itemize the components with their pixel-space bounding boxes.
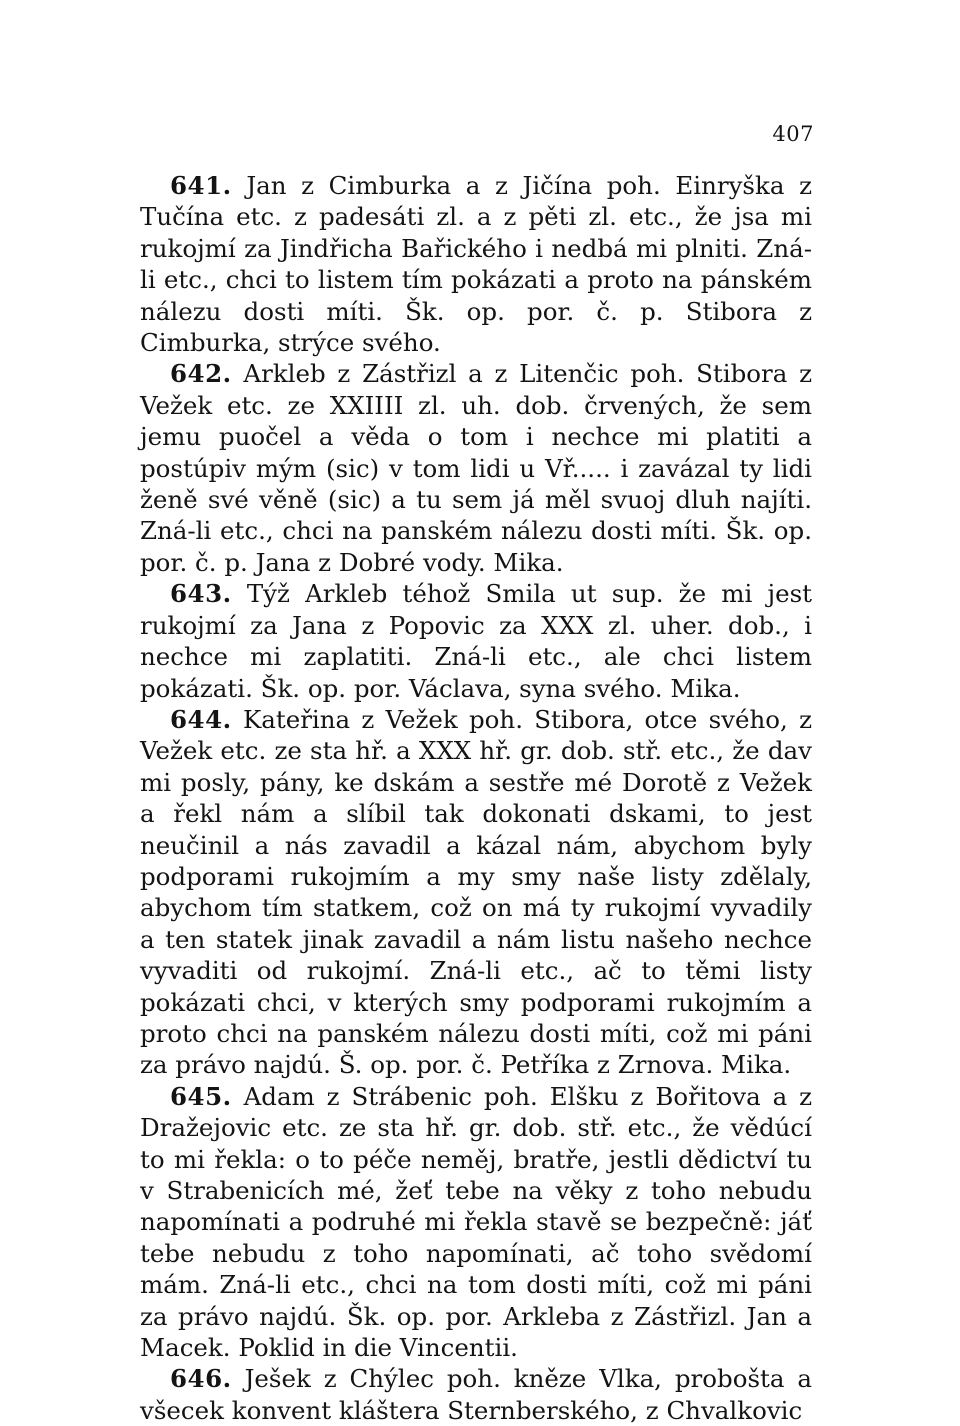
entry-643 — [140, 578, 812, 704]
entry-number: 645. — [170, 1081, 232, 1111]
entry-644 — [140, 704, 812, 1081]
page-number: 407 — [772, 122, 814, 146]
entry-number: 642. — [170, 359, 232, 389]
entry-text: Týž Arkleb téhož Smila ut sup. že mi jest rukojmí za Jana z Popovic za XXX zl. uher. dob., i nechce mi zaplatiti. Zná-li etc., ale chci listem pokázati. Šk. op. por. Václava, syna svého. Mika. — [140, 579, 812, 703]
entry-number: 643. — [170, 579, 232, 609]
entry-text: Kateřina z Vežek poh. Stibora, otce svého, z Vežek etc. ze sta hř. a XXX hř. gr. dob. stř. etc., že dav mi posly, pány, ke dskám a sestře mé Dorotě z Vežek a řekl nám a slíbil tak dokonati dskami, to jest neučinil a nás zavadil a kázal nám, abychom byly podporami rukojmím a my smy naše listy zdělaly, abychom tím statkem, což on má ty rukojmí vyvadily a ten statek jinak zavadil a nám listu našeho nechce vyvaditi od rukojmí. Zná-li etc., ač to těmi listy pokázati chci, v kterých smy podporami rukojmím a proto chci na panském nálezu dosti míti, což mi páni za právo najdú. Š. op. por. č. Petříka z Zrnova. Mika. — [140, 704, 812, 1080]
entry-text: Ješek z Chýlec poh. kněze Vlka, probošta a všecek konvent kláštera Sternberského, z Chvalkovic — [140, 1364, 812, 1425]
entry-number: 644. — [170, 704, 232, 734]
entry-text: Jan z Cimburka a z Jičína poh. Einryška z Tučína etc. z padesáti zl. a z pěti zl. etc., že jsa mi rukojmí za Jindřicha Bařického i nedbá mi plniti. Zná-li etc., chci to listem tím pokázati a proto na pánském nálezu dosti míti. Šk. op. por. č. p. Stibora z Cimburka, strýce svého. — [140, 171, 812, 358]
entry-646 — [140, 1363, 812, 1426]
entry-642 — [140, 358, 812, 578]
entry-number: 646. — [170, 1364, 232, 1394]
entry-number: 641. — [170, 171, 232, 200]
entry-text: Adam z Strábenic poh. Elšku z Bořitova a z Dražejovic etc. ze sta hř. gr. dob. stř. etc., že vědúcí to mi řekla: o to péče neměj, bratře, jestli dědictví tu v Strabenicích mé, žeť tebe na věky z toho nebudu napomínati a podruhé mi řekla stavě se bezpečně: jáť tebe nebudu z toho napomínati, ač toho svědomí mám. Zná-li etc., chci na tom dosti míti, což mi páni za právo najdú. Šk. op. por. Arkleba z Zástřizl. Jan a Macek. Poklid in die Vincentii. — [140, 1081, 812, 1363]
entry-645 — [140, 1081, 812, 1364]
entry-641 — [140, 170, 812, 358]
entry-text: Arkleb z Zástřizl a z Litenčic poh. Stibora z Vežek etc. ze XXIIII zl. uh. dob. črvených, že sem jemu puočel a věda o tom i nechce mi platiti a postúpiv mým (sic) v tom lidi u Vř..... i zavázal ty lidi ženě své věně (sic) a tu sem já měl svuoj dluh najíti. Zná-li etc., chci na panském nálezu dosti míti. Šk. op. por. č. p. Jana z Dobré vody. Mika. — [140, 359, 812, 577]
page-body — [140, 170, 812, 1426]
